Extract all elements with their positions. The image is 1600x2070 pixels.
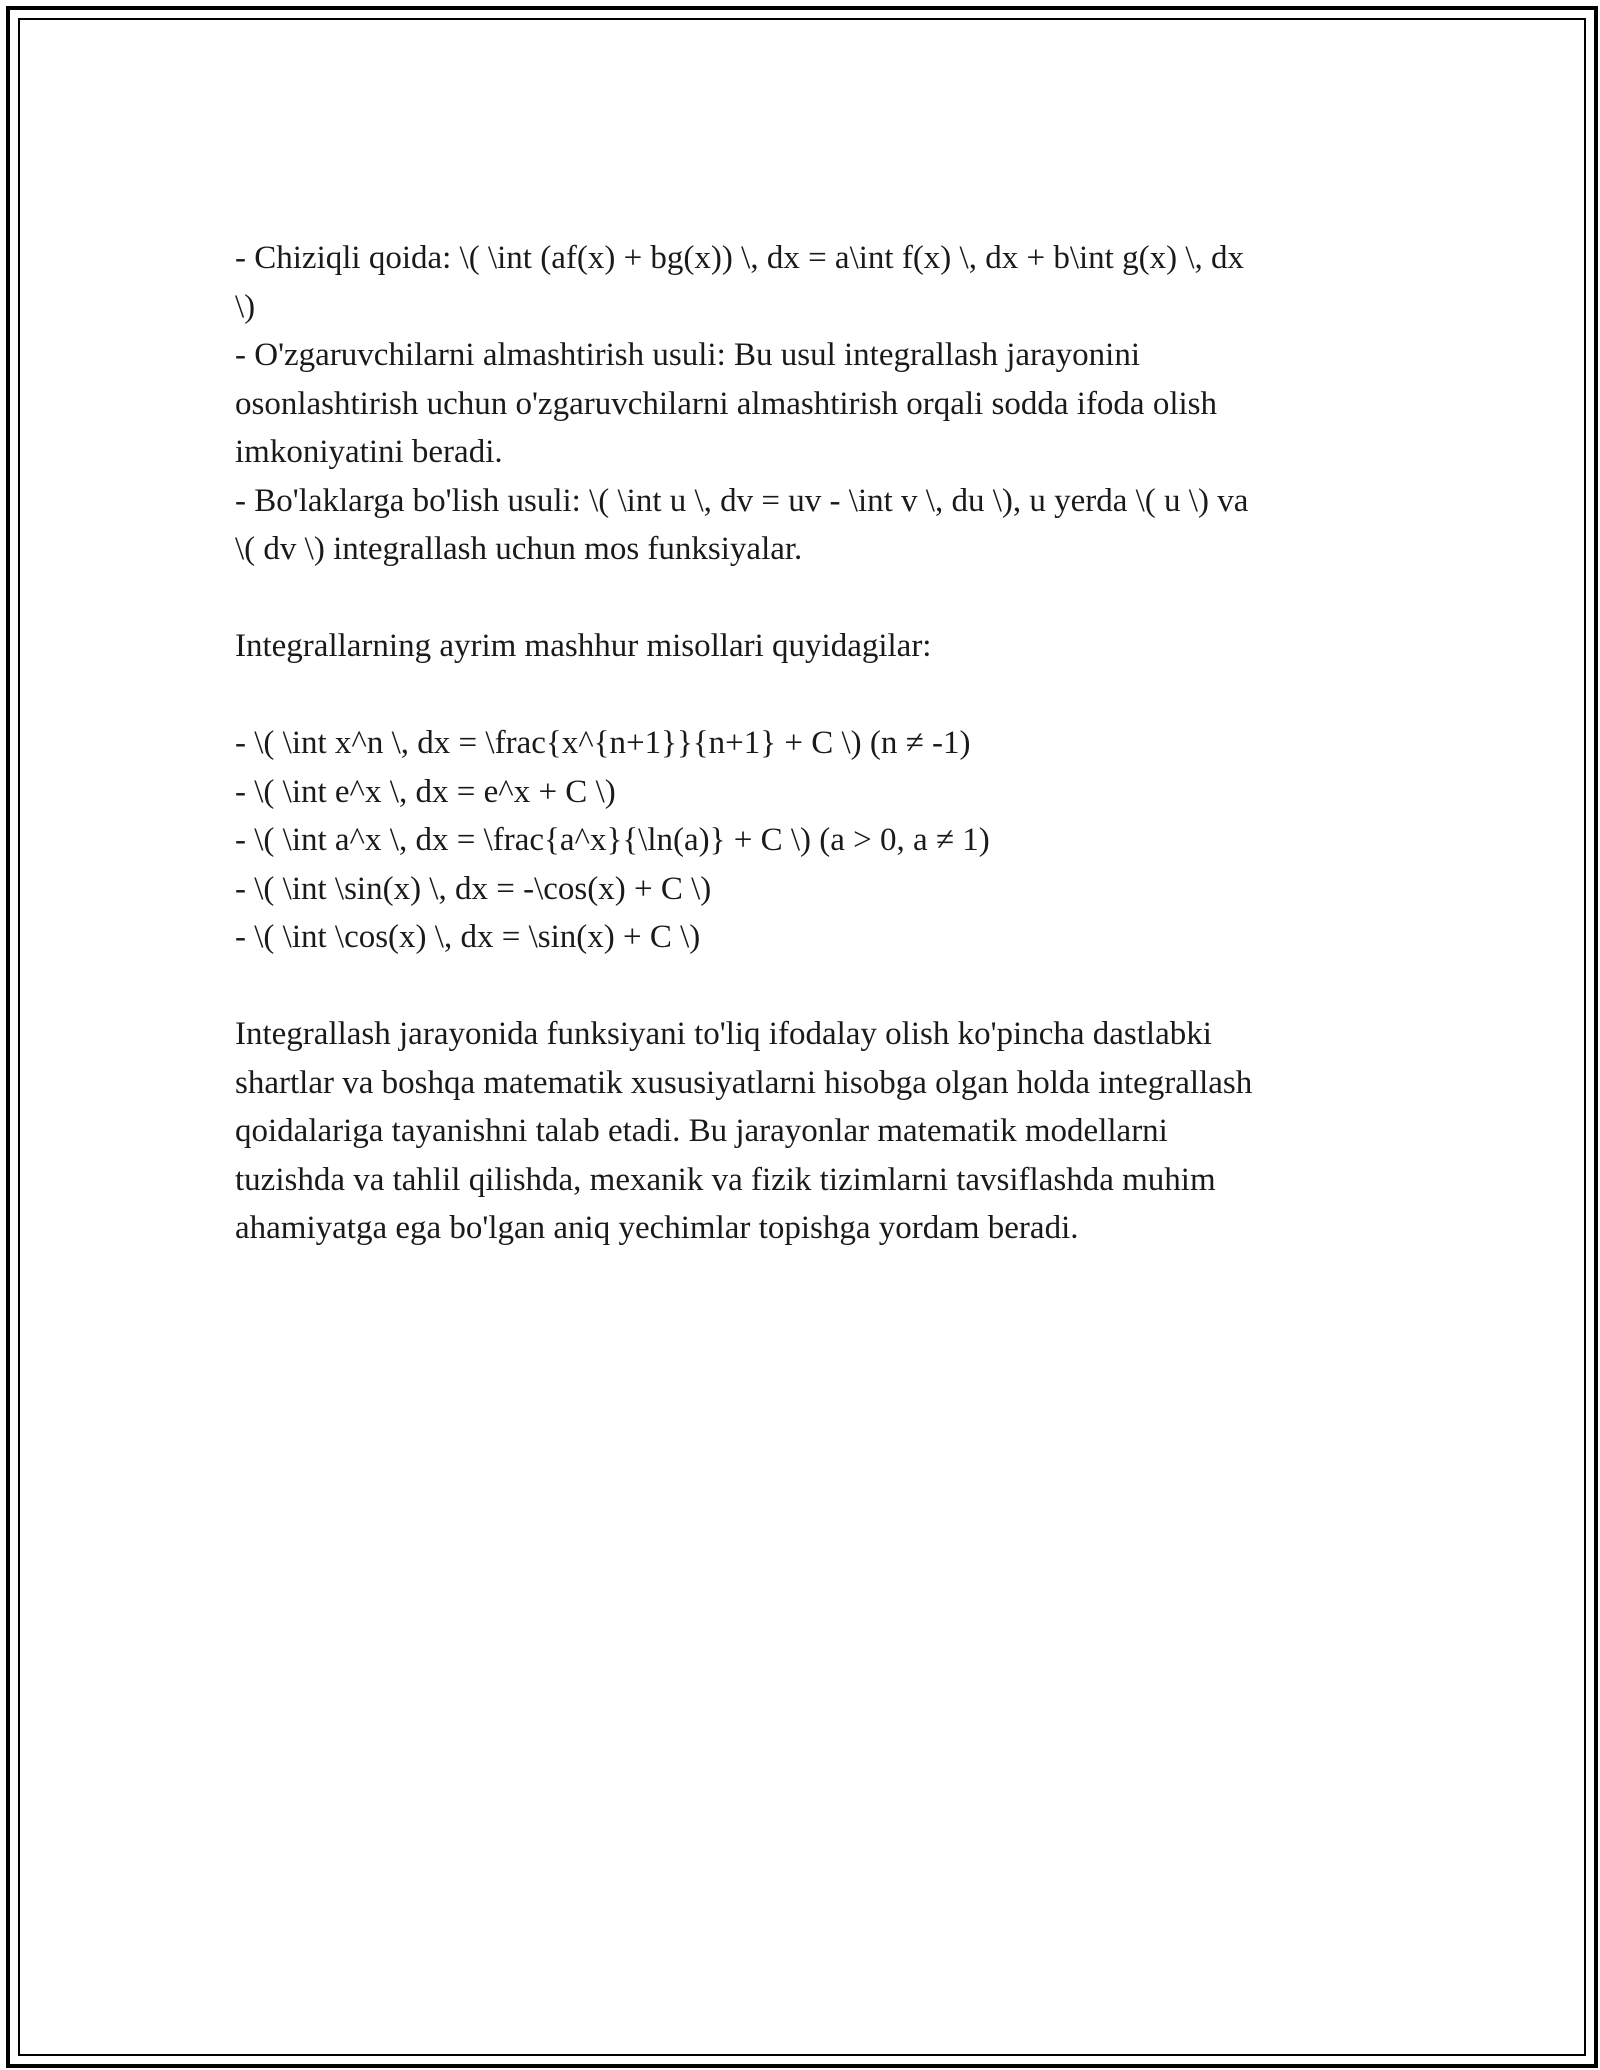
example-item: - \( \int x^n \, dx = \frac{x^{n+1}}{n+1} + C \) (n ≠ -1) — [235, 725, 971, 761]
text-line: imkoniyatini beradi. — [235, 434, 503, 470]
paragraph-gap — [235, 671, 1375, 720]
text-line: shartlar va boshqa matematik xususiyatlarni hisobga olgan holda integrallash — [235, 1064, 1253, 1101]
rule-by-parts — [235, 477, 1375, 574]
text-line: - O'zgaruvchilarni almashtirish usuli: Bu usul integrallash jarayonini — [235, 337, 1141, 373]
example-item: - \( \int \cos(x) \, dx = \sin(x) + C \) — [235, 919, 701, 955]
text-line: \( dv \) integrallash uchun mos funksiyalar. — [235, 531, 803, 567]
text-line: tuzishda va tahlil qilishda, mexanik va fizik tizimlarni tavsiflashda muhim — [235, 1161, 1216, 1198]
example-item: - \( \int e^x \, dx = e^x + C \) — [235, 773, 616, 810]
paragraph-gap — [235, 962, 1375, 1011]
conclusion-paragraph — [235, 1010, 1375, 1253]
text-line: Integrallash jarayonida funksiyani to'liq ifodalay olish ko'pincha dastlabki — [235, 1016, 1212, 1052]
rule-linear — [235, 234, 1375, 331]
examples-intro: Integrallarning ayrim mashhur misollari quyidagilar: — [235, 628, 932, 664]
text-line: \) — [235, 288, 256, 325]
rule-substitution — [235, 331, 1375, 477]
text-line: - Chiziqli qoida: \( \int (af(x) + bg(x)) \, dx = a\int f(x) \, dx + b\int g(x) \, dx — [235, 240, 1244, 276]
paragraph-gap — [235, 574, 1375, 623]
document-body — [235, 234, 1375, 1253]
text-line: - Bo'laklarga bo'lish usuli: \( \int u \, dv = uv - \int v \, du \), u yerda \( u \) va — [235, 482, 1249, 519]
text-line: osonlashtirish uchun o'zgaruvchilarni almashtirish orqali sodda ifoda olish — [235, 385, 1218, 422]
text-line: qoidalariga tayanishni talab etadi. Bu jarayonlar matematik modellarni — [235, 1113, 1168, 1149]
example-item: - \( \int a^x \, dx = \frac{a^x}{\ln(a)} + C \) (a > 0, a ≠ 1) — [235, 822, 990, 858]
text-line: ahamiyatga ega bo'lgan aniq yechimlar topishga yordam beradi. — [235, 1210, 1079, 1246]
example-item: - \( \int \sin(x) \, dx = -\cos(x) + C \) — [235, 870, 712, 907]
examples-list — [235, 719, 1375, 962]
